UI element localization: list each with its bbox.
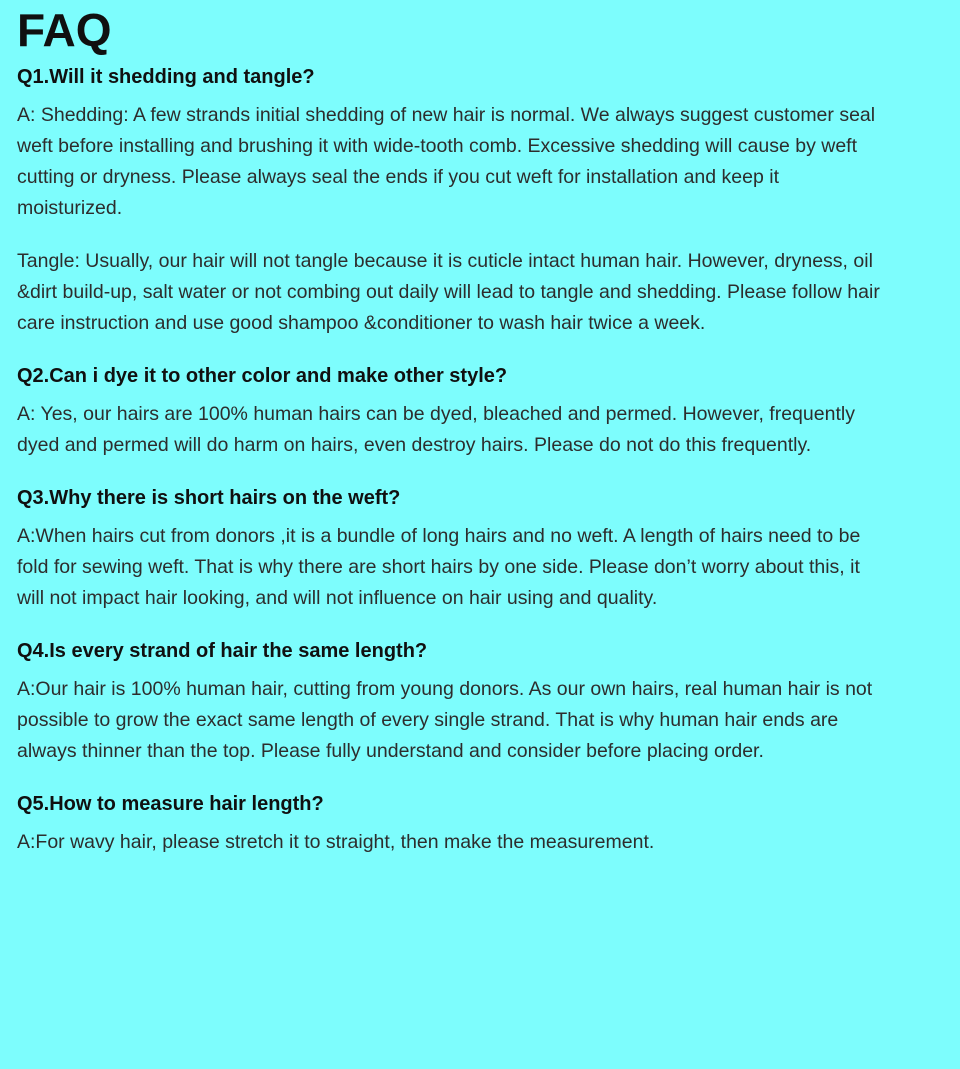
- faq-question-q5: Q5.How to measure hair length?: [17, 793, 324, 816]
- faq-section-q3: [17, 485, 880, 614]
- faq-question-q1: Q1.Will it shedding and tangle?: [17, 66, 315, 89]
- faq-section-q5: [17, 791, 880, 858]
- faq-section-q4: [17, 638, 880, 767]
- faq-section-q1: [17, 64, 880, 339]
- faq-question-q4: Q4.Is every strand of hair the same length?: [17, 640, 428, 663]
- faq-section-q2: [17, 363, 880, 461]
- faq-answer-q2: A: Yes, our hairs are 100% human hairs can be dyed, bleached and permed. However, frequently dyed and permed will do harm on hairs, even destroy hairs. Please do not do this frequently.: [17, 403, 855, 457]
- faq-question-q2: Q2.Can i dye it to other color and make other style?: [17, 365, 508, 388]
- page-title: FAQ: [17, 4, 112, 56]
- faq-answer-q3: A:When hairs cut from donors ,it is a bundle of long hairs and no weft. A length of hairs need to be fold for sewing weft. That is why there are short hairs by one side. Please don’t worry about this, it will not impact hair looking, and will not influence on hair using and quality.: [17, 525, 861, 610]
- faq-question-q3: Q3.Why there is short hairs on the weft?: [17, 487, 401, 510]
- faq-answer-q1-shedding: A: Shedding: A few strands initial shedding of new hair is normal. We always suggest customer seal weft before installing and brushing it with wide-tooth comb. Excessive shedding will cause by weft cutting or dryness. Please always seal the ends if you cut weft for installation and keep it moisturized.: [17, 104, 876, 220]
- faq-answer-q4: A:Our hair is 100% human hair, cutting from young donors. As our own hairs, real human hair is not possible to grow the exact same length of every single strand. That is why human hair ends are always thinner than the top. Please fully understand and consider before placing order.: [17, 678, 873, 763]
- faq-answer-q5: A:For wavy hair, please stretch it to straight, then make the measurement.: [17, 831, 655, 854]
- faq-answer-q1-tangle: Tangle: Usually, our hair will not tangle because it is cuticle intact human hair. However, dryness, oil &dirt build-up, salt water or not combing out daily will lead to tangle and shedding. Please follow hair care instruction and use good shampoo &conditioner to wash hair twice a week.: [17, 250, 880, 335]
